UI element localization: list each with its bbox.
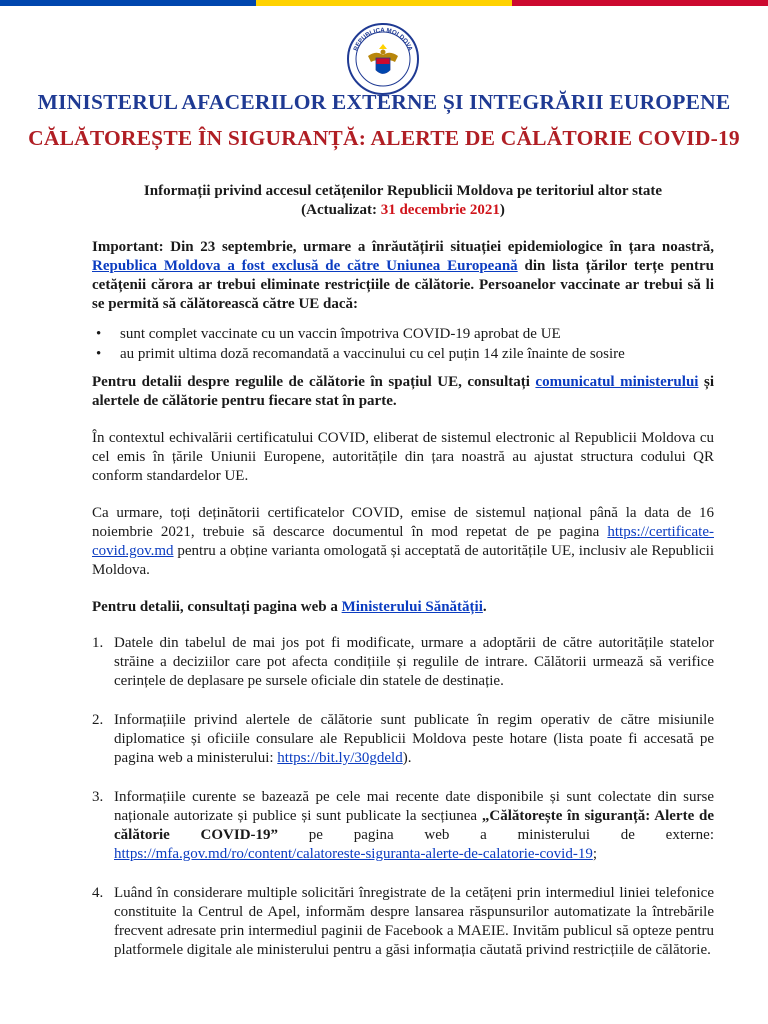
updated-suffix: ) bbox=[499, 202, 505, 218]
health-before: Pentru detalii, consultați pagina web a bbox=[92, 599, 342, 615]
note-text-end: ; bbox=[592, 846, 597, 862]
missions-list-link[interactable]: https://bit.ly/30gdeld bbox=[277, 750, 403, 766]
flag-blue-stripe bbox=[0, 0, 256, 6]
flag-yellow-stripe bbox=[256, 0, 512, 6]
eu-exclusion-link[interactable]: Republica Moldova a fost exclusă de către Uniunea Europeană bbox=[92, 258, 518, 274]
note-text: Informațiile privind alertele de călătorie sunt publicate în regim operativ de către misiunile diplomatice și oficiile consulare ale Republicii Moldova peste hotare (lista poate fi accesată pe pagina web a ministerului: bbox=[114, 712, 714, 766]
note-number: 1. bbox=[92, 635, 104, 651]
list-item: • sunt complet vaccinate cu un vaccin împotriva COVID-19 aprobat de UE bbox=[92, 324, 714, 344]
important-before: Important: Din 23 septembrie, urmare a înrăutățirii situației epidemiologice în țara noastră, bbox=[92, 239, 714, 255]
note-text: Luând în considerare multiple solicitări înregistrate de la cetățeni prin intermediul liniei telefonice constituite la Centrul de Apel, informăm despre lansarea răspunsurilor automatizate la întrebările frecvent adresate prin intermediul paginii de Facebook a MAEIE. Invităm publicul să opteze pentru platformele digitale ale ministerului pentru a găsi informația căutată privind restricțiile de călătorie. bbox=[114, 885, 714, 958]
document-body bbox=[92, 182, 714, 960]
flag-red-stripe bbox=[512, 0, 768, 6]
note-text-mid: pe pagina web a ministerului de externe: bbox=[278, 827, 714, 843]
health-ministry-link[interactable]: Ministerului Sănătății bbox=[341, 599, 483, 615]
mfa-alerts-link[interactable]: https://mfa.gov.md/ro/content/calatoreste-siguranta-alerte-de-calatorie-covid-19 bbox=[114, 846, 593, 862]
certificate-before: Ca urmare, toți deținătorii certificatelor COVID, emise de sistemul național până la data de 16 noiembrie 2021, trebuie să descarce documentul în mod repetat de pe pagina bbox=[92, 505, 714, 540]
note-number: 3. bbox=[92, 789, 104, 805]
flag-color-bar bbox=[0, 0, 768, 6]
section-name: „Călătorește în siguranță: Alerte de călătorie COVID-19” bbox=[114, 808, 714, 843]
health-after: . bbox=[482, 599, 487, 615]
vaccine-conditions-list bbox=[92, 324, 714, 364]
list-item: • au primit ultima doză recomandată a vaccinului cu cel puțin 14 zile înainte de sosire bbox=[92, 344, 714, 364]
details-after: și alertele de călătorie pentru fiecare stat în parte. bbox=[92, 374, 714, 409]
important-paragraph bbox=[92, 238, 714, 314]
ministry-title: MINISTERUL AFACERILOR EXTERNE ȘI INTEGRĂRII EUROPENE bbox=[37, 90, 731, 114]
coat-of-arms-seal-icon bbox=[346, 22, 420, 96]
certificate-renewal-paragraph bbox=[92, 504, 714, 580]
note-number: 2. bbox=[92, 712, 104, 728]
ministry-communique-link[interactable]: comunicatul ministerului bbox=[535, 374, 699, 390]
note-text: Datele din tabelul de mai jos pot fi modificate, urmare a adoptării de către autoritățile statelor străine a deciziilor care pot afecta condițiile și regulile de intrare. Călătorii urmează să verifice cerințele de deplasare pe sursele oficiale din statele de destinație. bbox=[114, 635, 714, 689]
list-item bbox=[92, 884, 714, 960]
note-text-end: ). bbox=[402, 750, 412, 766]
list-item bbox=[92, 634, 714, 691]
seal-text: REPUBLICA MOLDOVA bbox=[352, 26, 414, 52]
note-number: 4. bbox=[92, 885, 104, 901]
list-item bbox=[92, 711, 714, 768]
notes-list bbox=[92, 634, 714, 960]
list-item bbox=[92, 788, 714, 864]
covid-alert-headline: CĂLĂTOREȘTE ÎN SIGURANȚĂ: ALERTE DE CĂLĂTORIE COVID-19 bbox=[28, 126, 740, 150]
intro-line: Informații privind accesul cetățenilor Republicii Moldova pe teritoriul altor state bbox=[143, 183, 663, 199]
intro-block bbox=[92, 182, 714, 220]
covid-certificate-paragraph: În contextul echivalării certificatului COVID, eliberat de sistemul electronic al Republicii Moldova cu cel emis în țările Uniunii Europene, autoritățile din țara noastră au ajustat structura codului QR conform standardelor UE. bbox=[92, 430, 714, 484]
updated-prefix: (Actualizat: bbox=[301, 202, 381, 218]
certificate-after: pentru a obține varianta omologată și acceptată de autoritățile UE, inclusiv ale Republicii Moldova. bbox=[92, 543, 714, 578]
updated-date: 31 decembrie 2021 bbox=[380, 202, 500, 218]
details-before: Pentru detalii despre regulile de călătorie în spațiul UE, consultați bbox=[92, 374, 536, 390]
certificate-covid-link[interactable]: https://certificate-covid.gov.md bbox=[92, 524, 714, 559]
note-text: Informațiile curente se bazează pe cele mai recente date disponibile și sunt colectate din surse naționale autorizate și publice și sunt publicate la secțiunea bbox=[114, 789, 714, 824]
important-after: din lista țărilor terțe pentru cetățenii cărora ar trebui eliminate restricțiile de călătorie. Persoanelor vaccinate ar trebui să li se permită să călătorească către UE dacă: bbox=[92, 258, 714, 312]
eu-rules-paragraph bbox=[92, 373, 714, 411]
health-ministry-paragraph bbox=[92, 598, 714, 617]
